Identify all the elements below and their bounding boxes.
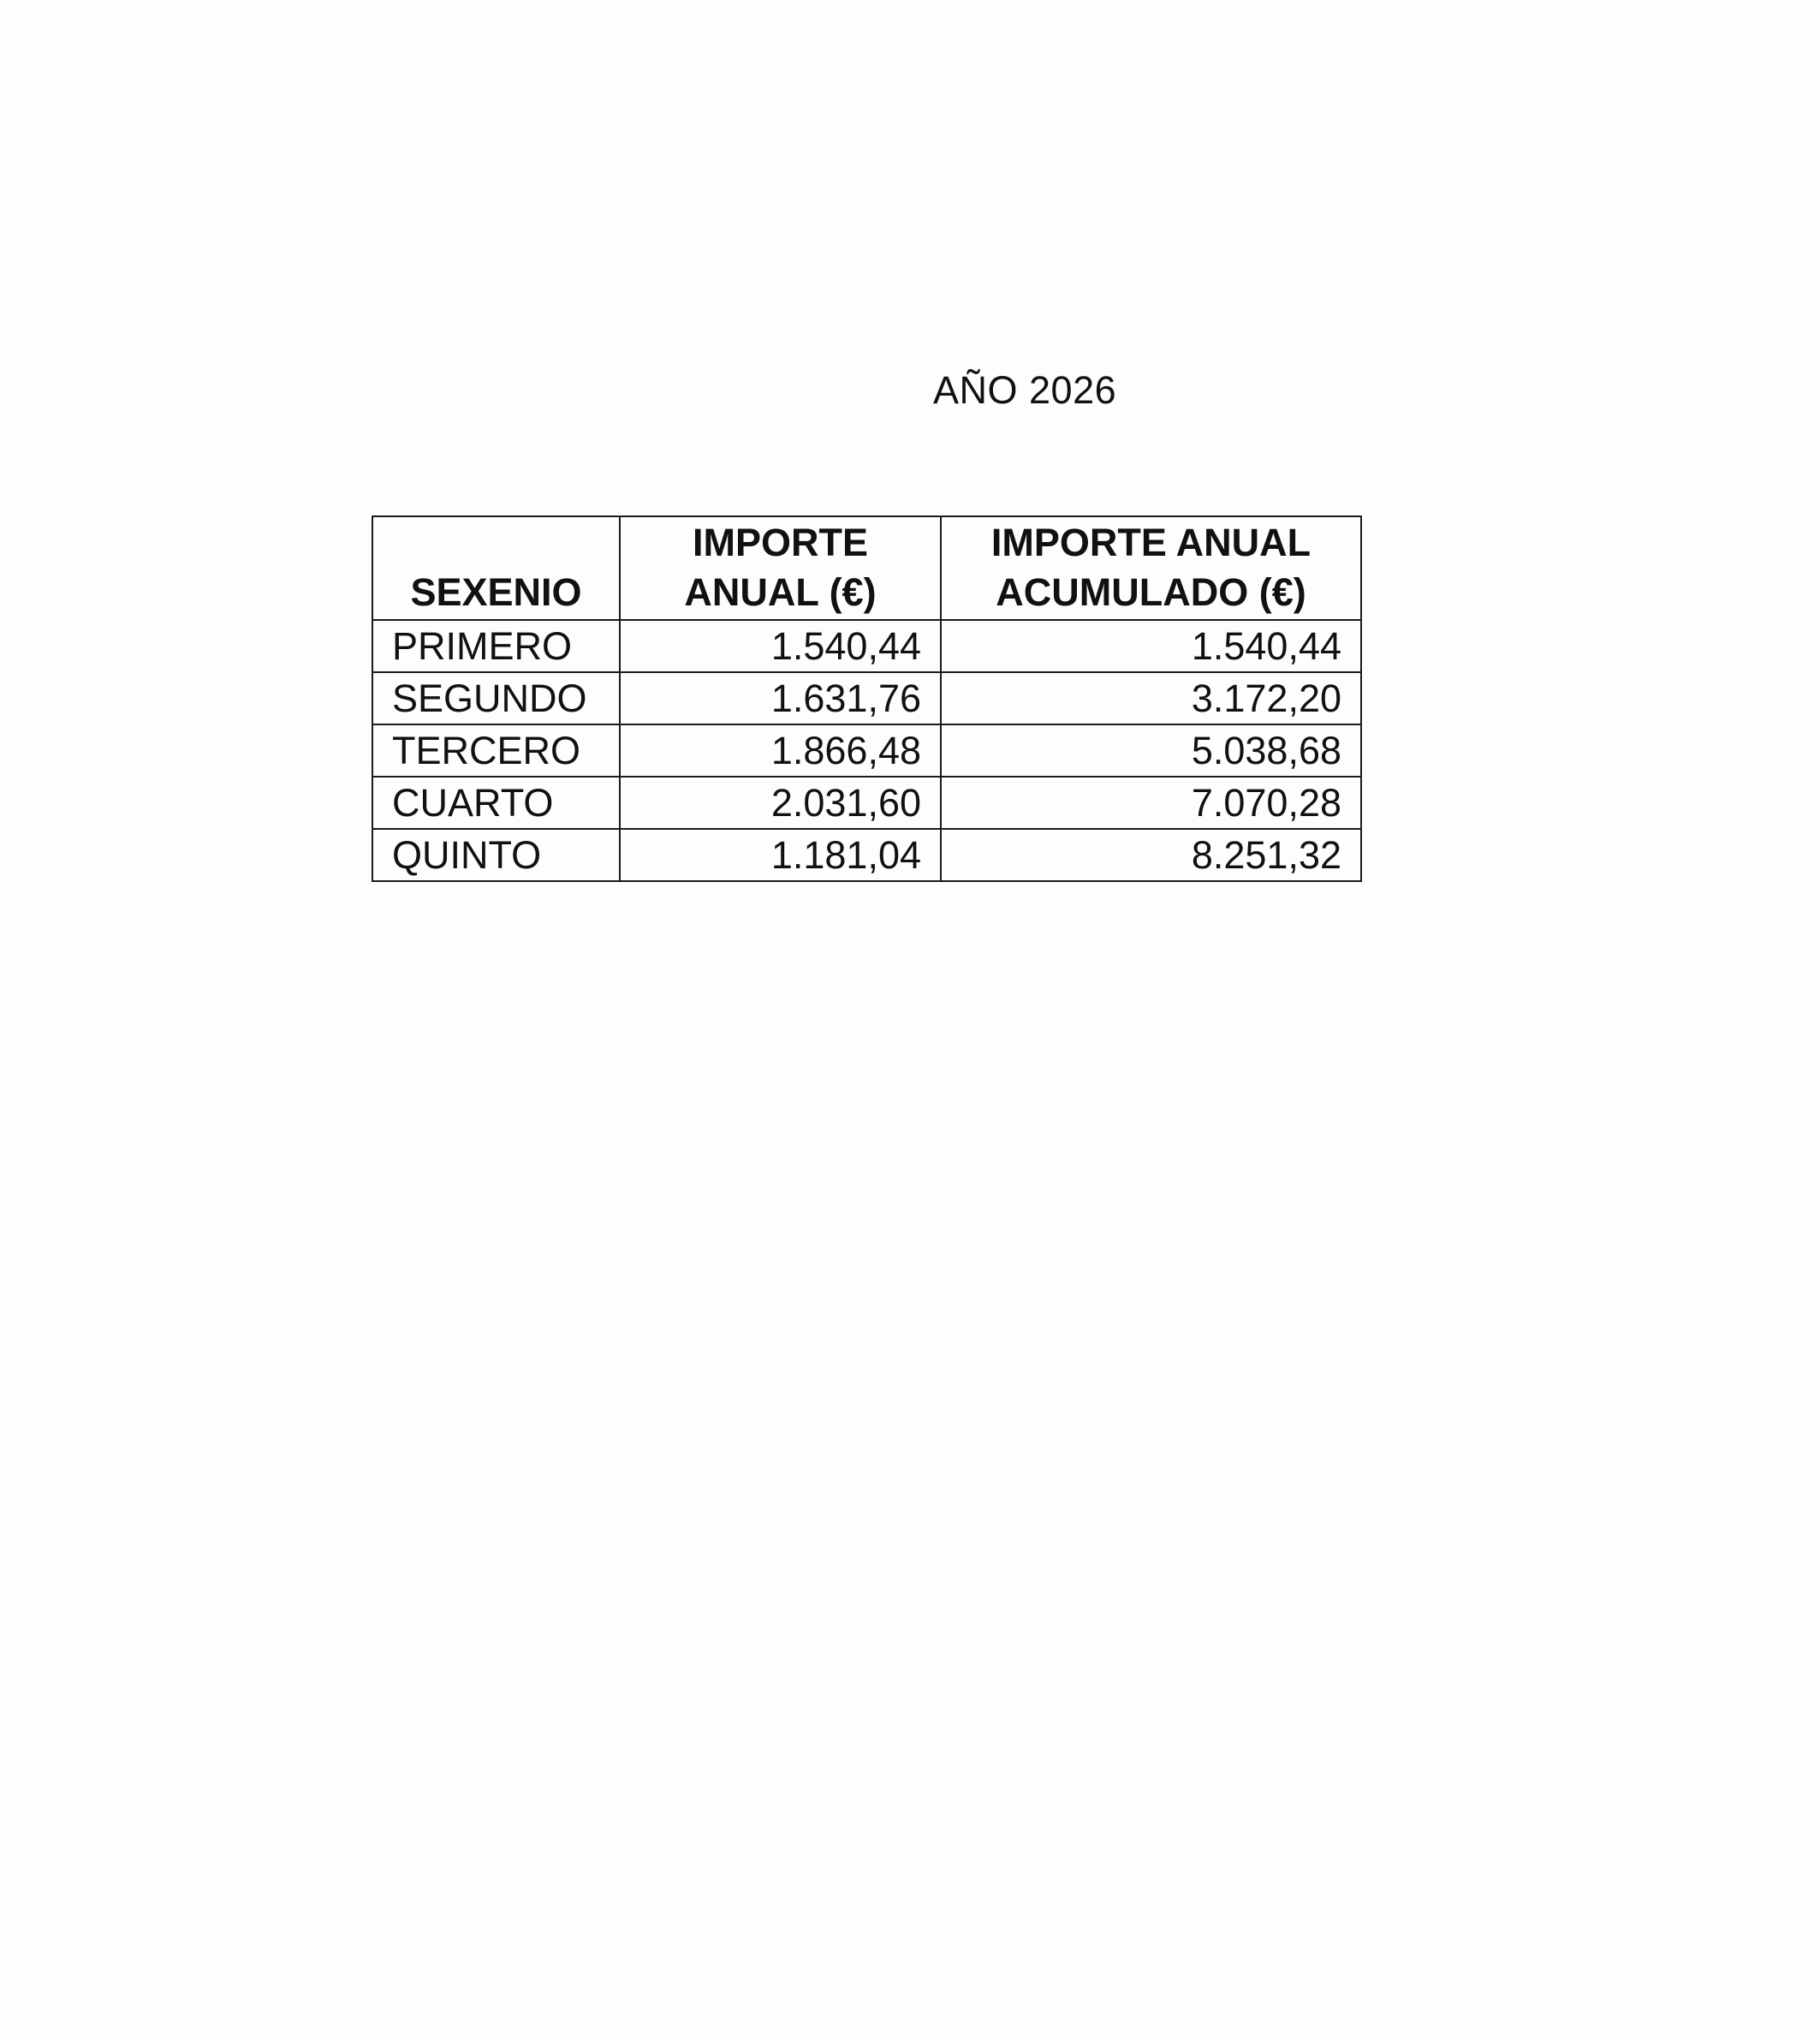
cell-sexenio: PRIMERO [372,620,620,672]
cell-importe-anual: 1.540,44 [620,620,941,672]
table-row [372,829,1361,881]
sexenio-table [372,515,1362,882]
cell-sexenio: QUINTO [372,829,620,881]
cell-sexenio: SEGUNDO [372,672,620,724]
header-sexenio-line-1: SEXENIO [410,570,582,614]
header-importe-anual-line-1: IMPORTE [692,521,868,564]
table-row [372,672,1361,724]
header-importe-acumulado-line-1: IMPORTE ANUAL [990,521,1311,564]
header-row [372,516,1361,620]
header-importe-acumulado [941,516,1361,620]
header-importe-anual-line-2: ANUAL (€) [684,570,877,614]
page-title: AÑO 2026 [933,368,1117,412]
header-sexenio [372,516,620,620]
cell-importe-acumulado: 1.540,44 [941,620,1361,672]
sexenio-table-container [372,515,1362,882]
cell-importe-acumulado: 5.038,68 [941,724,1361,777]
cell-sexenio: TERCERO [372,724,620,777]
cell-importe-anual: 1.631,76 [620,672,941,724]
table-row [372,724,1361,777]
cell-sexenio: CUARTO [372,777,620,829]
cell-importe-acumulado: 8.251,32 [941,829,1361,881]
table-header [372,516,1361,620]
table-row [372,777,1361,829]
cell-importe-anual: 2.031,60 [620,777,941,829]
cell-importe-acumulado: 7.070,28 [941,777,1361,829]
header-importe-acumulado-line-2: ACUMULADO (€) [996,570,1306,614]
cell-importe-acumulado: 3.172,20 [941,672,1361,724]
table-body [372,620,1361,881]
cell-importe-anual: 1.866,48 [620,724,941,777]
cell-importe-anual: 1.181,04 [620,829,941,881]
table-row [372,620,1361,672]
header-importe-anual [620,516,941,620]
